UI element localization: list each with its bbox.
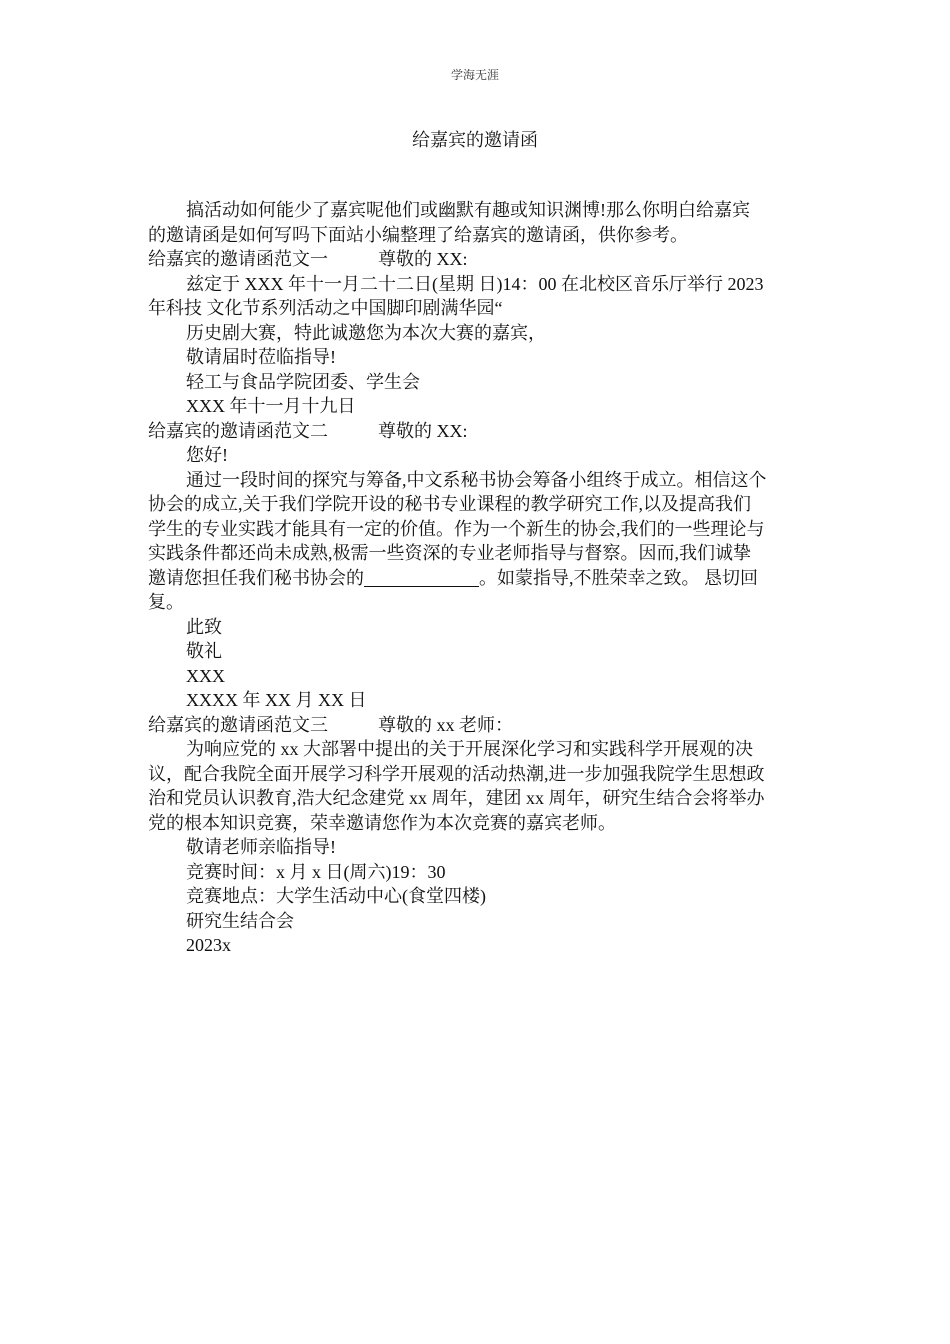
sample2-heading: 给嘉宾的邀请函范文二 [148,420,328,441]
sample1-signature: 轻工与食品学院团委、学生会 [186,371,420,392]
sample3-body-line: 党的根本知识竞赛，荣幸邀请您作为本次竞赛的嘉宾老师。 [148,812,616,833]
sample1-body-line: 兹定于 XXX 年十一月二十二日(星期 日)14：00 在北校区音乐厅举行 2023 [186,273,764,294]
sample1-body-line: 年科技 文化节系列活动之中国脚印剧满华园“ [148,298,503,318]
sample2-date: XXXX 年 XX 月 XX 日 [186,690,367,710]
intro-line: 搞活动如何能少了嘉宾呢他们或幽默有趣或知识渊博!那么你明白给嘉宾 [186,200,750,220]
sample3-time: 竞赛时间：x 月 x 日(周六)19：30 [186,861,446,882]
sample2-greeting: 您好! [186,445,228,465]
sample3-body-line: 议，配合我院全面开展学习科学开展观的活动热潮,进一步加强我院学生思想政 [148,763,765,784]
sample2-closing2: 敬礼 [186,641,222,661]
sample2-body-line: 学生的专业实践才能具有一定的价值。作为一个新生的协会,我们的一些理论与 [148,518,765,539]
sample3-date: 2023x [186,935,231,955]
sample2-body-line: 通过一段时间的探究与筹备,中文系秘书协会筹备小组终于成立。相信这个 [186,469,767,490]
sample2-text: 。如蒙指导,不胜荣幸之致。 恳切回 [479,567,758,588]
sample1-date: XXX 年十一月十九日 [186,396,356,416]
sample2-signature: XXX [186,665,225,686]
sample3-heading-line [148,713,808,738]
sample3-closing: 敬请老师亲临指导! [186,837,336,857]
sample2-text: 邀请您担任我们秘书协会的 [148,567,364,588]
document-title: 给嘉宾的邀请函 [412,130,538,150]
fill-in-blank [364,568,479,587]
sample1-closing: 敬请届时莅临指导! [186,347,336,367]
page-header: 学海无涯 [450,68,499,82]
sample2-body-line: 协会的成立,关于我们学院开设的秘书专业课程的教学研究工作,以及提高我们 [148,494,751,514]
sample2-body-line [148,566,808,591]
sample2-closing1: 此致 [186,616,222,637]
sample2-salutation: 尊敬的 XX: [378,420,468,441]
sample1-salutation: 尊敬的 XX: [378,249,468,269]
sample3-signature: 研究生结合会 [186,910,294,931]
sample2-heading-line [148,419,808,444]
document-body [148,198,808,958]
sample2-body-line: 实践条件都还尚未成熟,极需一些资深的专业老师指导与督察。因而,我们诚挚 [148,543,751,563]
sample3-body-line: 治和党员认识教育,浩大纪念建党 xx 周年，建团 xx 周年，研究生结合会将举办 [148,788,765,808]
sample3-body-line: 为响应党的 xx 大部署中提出的关于开展深化学习和实践科学开展观的决 [186,739,753,759]
intro-line: 的邀请函是如何写吗下面站小编整理了给嘉宾的邀请函，供你参考。 [148,224,688,245]
sample3-heading: 给嘉宾的邀请函范文三 [148,714,328,735]
sample1-heading-line [148,247,808,272]
sample3-location: 竞赛地点：大学生活动中心(食堂四楼) [186,886,486,906]
sample2-body-end: 复。 [148,592,184,612]
sample3-salutation: 尊敬的 xx 老师： [378,714,513,735]
sample1-body-line: 历史剧大赛，特此诚邀您为本次大赛的嘉宾， [186,322,546,343]
sample1-heading: 给嘉宾的邀请函范文一 [148,249,328,269]
